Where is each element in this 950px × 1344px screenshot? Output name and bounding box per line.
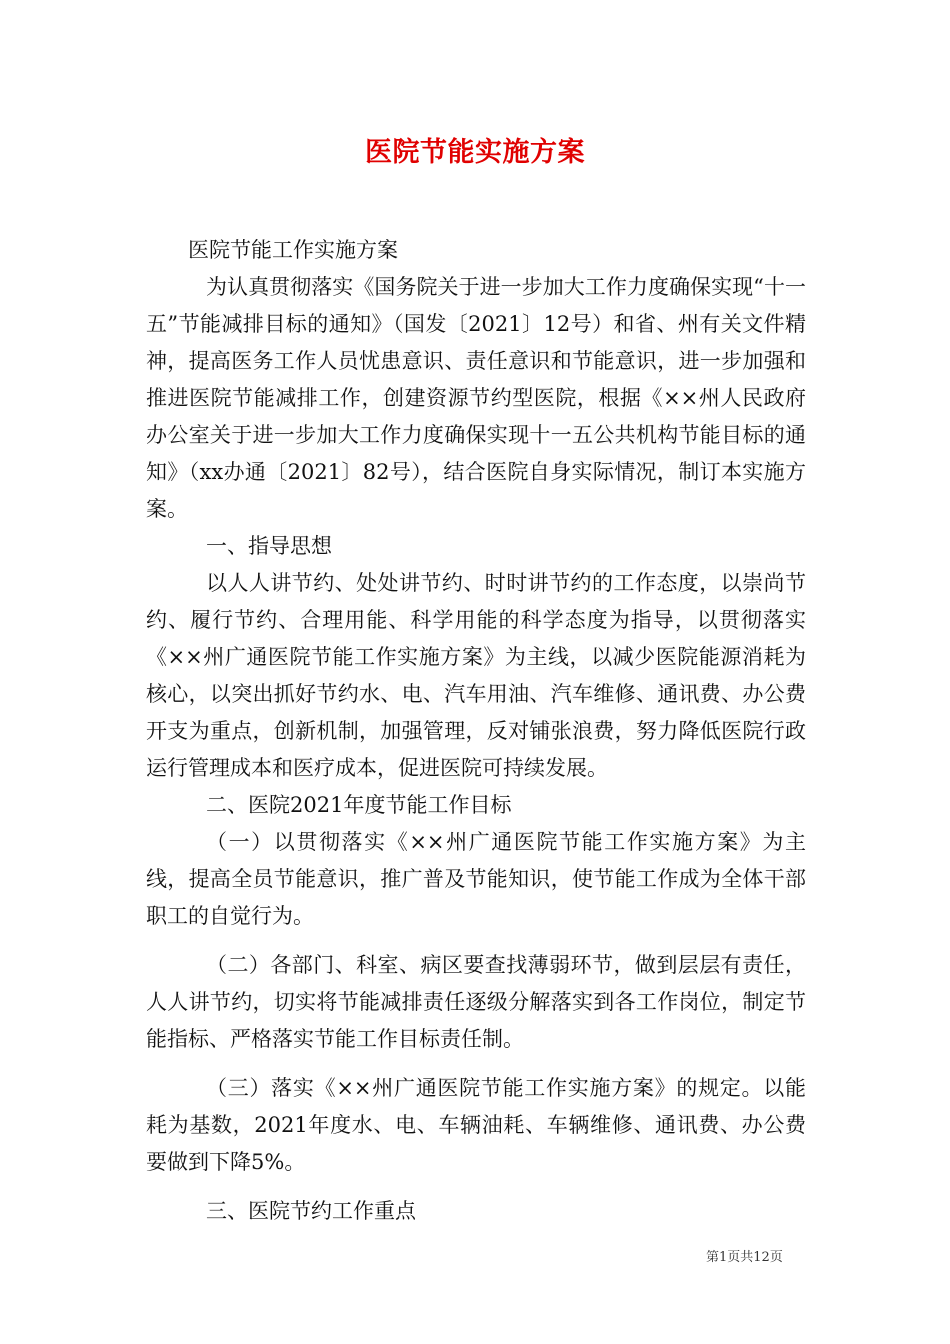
goal-item-1: （一）以贯彻落实《××州广通医院节能工作实施方案》为主线，提高全员节能意识，推广普及节能知识，使节能工作成为全体干部职工的自觉行为。	[146, 830, 806, 928]
intro-paragraph: 为认真贯彻落实《国务院关于进一步加大工作力度确保实现“十一五”节能减排目标的通知》（国发〔2021〕12号）和省、州有关文件精神，提高医务工作人员忧患意识、责任意识和节能意识，进一步加强和推进医院节能减排工作，创建资源节约型医院，根据《××州人民政府办公室关于进一步加大工作力度确保实现十一五公共机构节能目标的通知》（xx办通〔2021〕82号），结合医院自身实际情况，制订本实施方案。	[146, 275, 806, 521]
document-body	[146, 232, 806, 1230]
section-heading-guiding-ideology: 一、指导思想	[206, 534, 332, 558]
document-subtitle: 医院节能工作实施方案	[188, 238, 398, 262]
document-title: 医院节能实施方案	[365, 137, 585, 168]
goal-item-3: （三）落实《××州广通医院节能工作实施方案》的规定。以能耗为基数，2021年度水、电、车辆油耗、车辆维修、通讯费、办公费要做到下降5%。	[146, 1076, 806, 1174]
page-number: 第1页共12页	[706, 1250, 783, 1265]
section-heading-key-points: 三、医院节约工作重点	[206, 1199, 416, 1223]
goal-item-2: （二）各部门、科室、病区要查找薄弱环节，做到层层有责任，人人讲节约，切实将节能减排责任逐级分解落实到各工作岗位，制定节能指标、严格落实节能工作目标责任制。	[146, 953, 806, 1051]
section-heading-annual-goals: 二、医院2021年度节能工作目标	[206, 793, 512, 817]
guiding-ideology-paragraph: 以人人讲节约、处处讲节约、时时讲节约的工作态度，以崇尚节约、履行节约、合理用能、科学用能的科学态度为指导，以贯彻落实《××州广通医院节能工作实施方案》为主线，以减少医院能源消耗为核心，以突出抓好节约水、电、汽车用油、汽车维修、通讯费、办公费开支为重点，创新机制，加强管理，反对铺张浪费，努力降低医院行政运行管理成本和医疗成本，促进医院可持续发展。	[146, 571, 806, 780]
